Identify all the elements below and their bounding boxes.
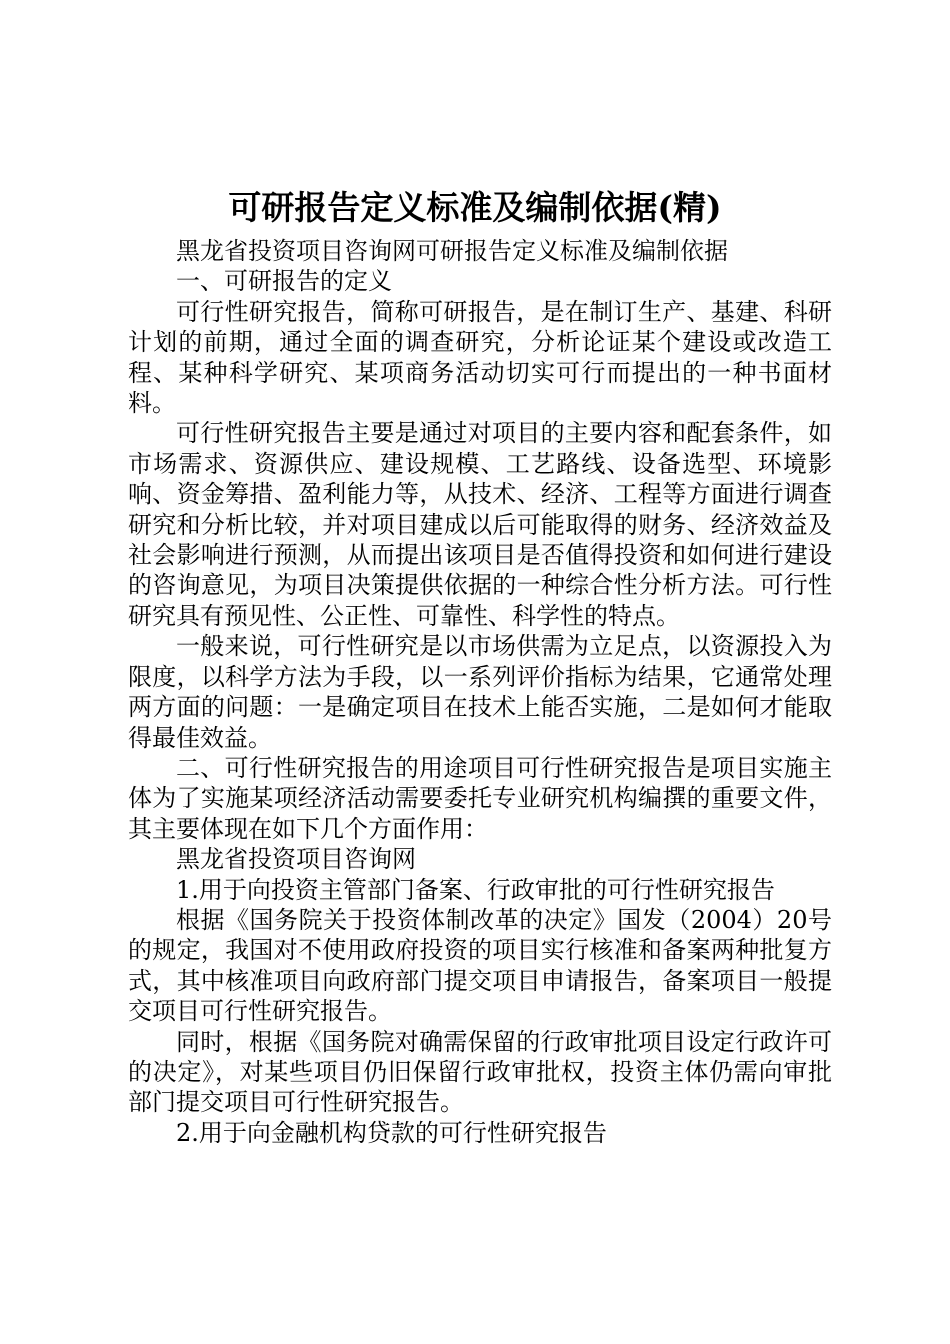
section-heading-usage: 二、可行性研究报告的用途项目可行性研究报告是项目实施主体为了实施某项经济活动需要委托专业研究机构编撰的重要文件，其主要体现在如下几个方面作用： xyxy=(128,753,832,843)
paragraph: 同时，根据《国务院对确需保留的行政审批项目设定行政许可的决定》，对某些项目仍旧保留行政审批权，投资主体仍需向审批部门提交项目可行性研究报告。 xyxy=(128,1027,832,1117)
subheading-2: 2.用于向金融机构贷款的可行性研究报告 xyxy=(176,1118,607,1147)
paragraph: 可行性研究报告主要是通过对项目的主要内容和配套条件，如市场需求、资源供应、建设规模、工艺路线、设备选型、环境影响、资金筹措、盈利能力等，从技术、经济、工程等方面进行调查研究和分析比较，并对项目建成以后可能取得的财务、经济效益及社会影响进行预测，从而提出该项目是否值得投资和如何进行建设的咨询意见，为项目决策提供依据的一种综合性分析方法。可行性研究具有预见性、公正性、可靠性、科学性的特点。 xyxy=(128,419,832,630)
section-heading-definition: 一、可研报告的定义 xyxy=(176,267,392,296)
document-body xyxy=(128,236,832,1148)
paragraph-site-heading: 黑龙省投资项目咨询网可研报告定义标准及编制依据 xyxy=(176,237,728,265)
paragraph-site-name: 黑龙省投资项目咨询网 xyxy=(176,845,416,874)
paragraph: 可行性研究报告，简称可研报告，是在制订生产、基建、科研计划的前期，通过全面的调查研究，分析论证某个建设或改造工程、某种科学研究、某项商务活动切实可行而提出的一种书面材料。 xyxy=(128,297,832,418)
subheading-1: 1.用于向投资主管部门备案、行政审批的可行性研究报告 xyxy=(176,875,775,904)
paragraph: 一般来说，可行性研究是以市场供需为立足点，以资源投入为限度，以科学方法为手段，以一系列评价指标为结果，它通常处理两方面的问题：一是确定项目在技术上能否实施，二是如何才能取得最佳效益。 xyxy=(128,632,832,752)
document-title: 可研报告定义标准及编制依据(精) xyxy=(228,188,722,227)
paragraph: 根据《国务院关于投资体制改革的决定》国发（2004）20号的规定，我国对不使用政府投资的项目实行核准和备案两种批复方式，其中核准项目向政府部门提交项目申请报告，备案项目一般提交项目可行性研究报告。 xyxy=(128,905,832,1026)
